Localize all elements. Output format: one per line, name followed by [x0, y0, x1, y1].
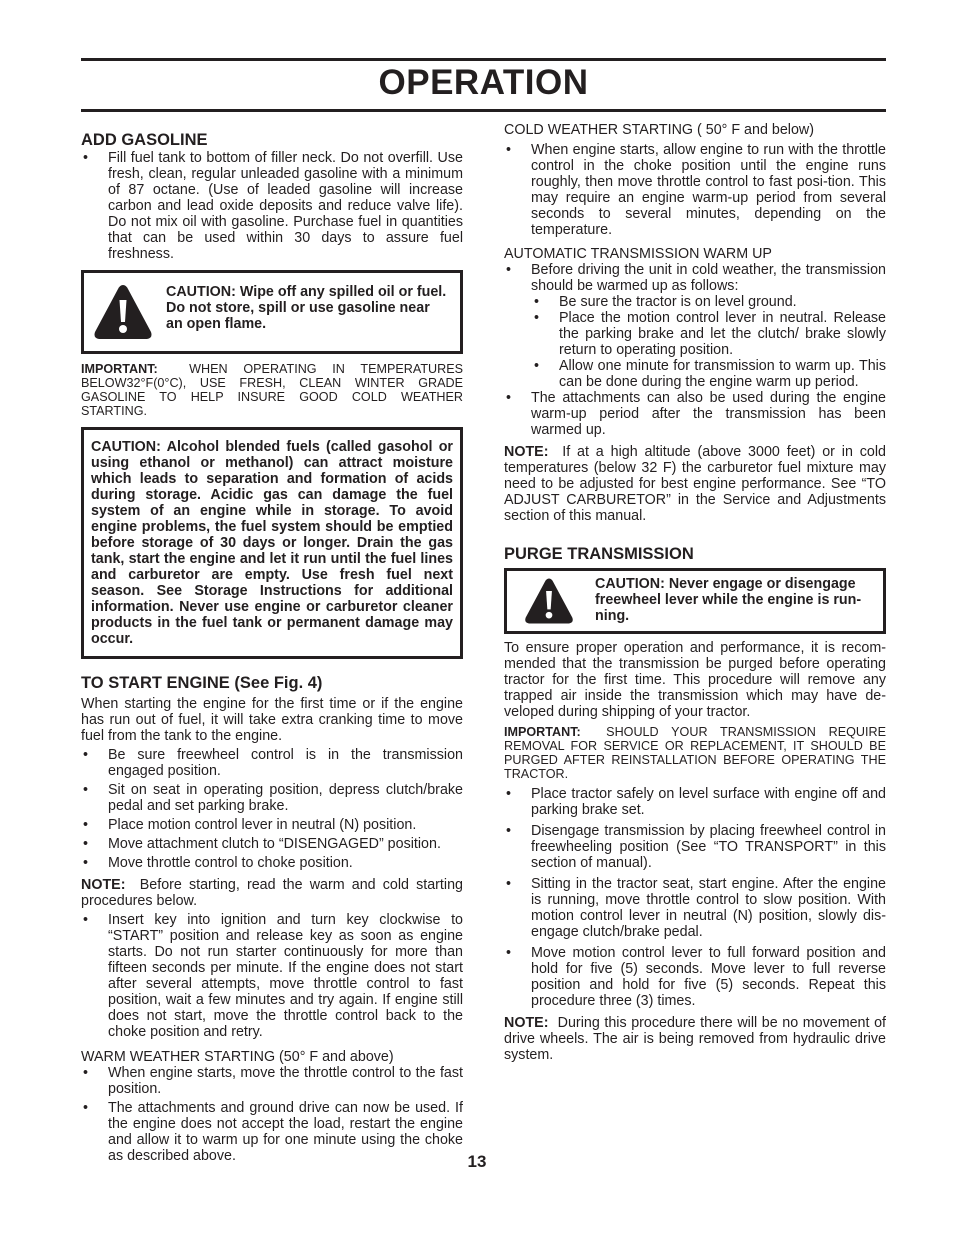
list-item: • Insert key into ignition and turn key clockwise to “START” position and release key as soon as engine starts. Do not run starter continuously for more than fifteen seconds per minute. If the engine does not start after several attempts, move throttle control to fast position, wait a few minutes and try again. If engine still does not start, move the throttle control back to the choke position and retry. — [81, 912, 463, 1040]
important-label: IMPORTANT: — [81, 362, 158, 376]
warm-weather-list — [81, 1065, 463, 1164]
list-item: • Before driving the unit in cold weather, the transmission should be warmed up as follows: — [504, 262, 886, 294]
note-label: NOTE: — [504, 1015, 549, 1031]
cold-weather-list — [504, 142, 886, 238]
add-gasoline-list — [81, 150, 463, 262]
warning-triangle-icon — [92, 282, 154, 342]
auto-transmission-heading: AUTOMATIC TRANSMISSION WARM UP — [504, 246, 772, 262]
purge-note — [504, 1015, 886, 1063]
alcohol-fuel-caution-box — [81, 427, 463, 659]
important-text: WHEN OPERATING IN TEMPERATURES BELOW32°F(0°C), USE FRESH, CLEAN WINTER GRADE GASOLINE TO HELP INSURE GOOD COLD WEATHER STARTING. — [81, 362, 464, 418]
list-item: • When engine starts, allow engine to run with the throttle control in the choke position until the engine runs roughly, then move throttle control to fast posi-tion. This may require an engine warm-up period from several seconds to several minutes, depending on the temperature. — [504, 142, 886, 238]
note-text: Before starting, read the warm and cold starting procedures below. — [81, 877, 463, 909]
note-text: During this procedure there will be no movement of drive wheels. The air is being removed from hydraulic drive system. — [504, 1015, 886, 1063]
list-item: • Place tractor safely on level surface with engine off and parking brake set. — [504, 786, 886, 818]
list-item: • The attachments and ground drive can now be used. If the engine does not accept the load, restart the engine and allow it to warm up for one minute using the choke as described above. — [81, 1100, 463, 1164]
page-title: OPERATION — [378, 63, 589, 102]
list-item: • Sit on seat in operating position, depress clutch/brake pedal and set parking brake. — [81, 782, 463, 814]
list-item: • Be sure the tractor is on level ground. — [532, 294, 886, 310]
list-item: • Place the motion control lever in neutral. Release the parking brake and let the clutch/ brake slowly return to operating position. — [532, 310, 886, 358]
list-item: • Place motion control lever in neutral (N) position. — [81, 817, 463, 833]
list-item: • The attachments can also be used during the engine warm-up period after the transmission has been warmed up. — [504, 390, 886, 438]
start-engine-list — [81, 747, 463, 871]
purge-steps-list — [504, 786, 886, 1009]
gasoline-caution-text: CAUTION: Wipe off any spilled oil or fuel. Do not store, spill or use gasoline near an open flame. — [166, 284, 447, 332]
freewheel-caution-text: CAUTION: Never engage or disengage freewheel lever while the engine is run-ning. — [595, 576, 862, 624]
warm-weather-heading: WARM WEATHER STARTING (50° F and above) — [81, 1049, 394, 1065]
list-item: • Sitting in the tractor seat, start engine. After the engine is running, move throttle control to slow position. With motion control lever in neutral (N) position, slowly dis-engage clutch/brake pedal. — [504, 876, 886, 940]
purge-transmission-heading: PURGE TRANSMISSION — [504, 545, 694, 563]
list-item: • Allow one minute for transmission to warm up. This can be done during the engine warm up period. — [532, 358, 886, 390]
left-column — [81, 122, 463, 1164]
list-item: • Move motion control lever to full forward position and hold for five (5) seconds. Move lever to full reverse position and hold for five (5) seconds. Repeat this procedure three (3) times. — [504, 945, 886, 1009]
auto-transmission-sublist — [504, 294, 886, 390]
freewheel-caution-box — [504, 568, 886, 634]
start-key-list — [81, 912, 463, 1040]
altitude-note — [504, 444, 886, 524]
cold-weather-heading: COLD WEATHER STARTING ( 50° F and below) — [504, 122, 814, 138]
list-item: • Be sure freewheel control is in the transmission engaged position. — [81, 747, 463, 779]
list-item: • Move throttle control to choke position. — [81, 855, 463, 871]
header-bottom-rule — [81, 109, 886, 112]
note-text: If at a high altitude (above 3000 feet) or in cold temperatures (below 32 F) the carburetor fuel mixture may need to be adjusted for best engine performance. See “TO ADJUST CARBURETOR” in the Service and Adjustments section of this manual. — [504, 444, 886, 524]
list-item: • Disengage transmission by placing freewheel control in freewheeling position (See “TO TRANSPORT” in this section of manual). — [504, 823, 886, 871]
start-engine-intro: When starting the engine for the first time or if the engine has run out of fuel, it will take extra cranking time to move fuel from the tank to the engine. — [81, 696, 463, 744]
right-column — [504, 122, 886, 1063]
add-gasoline-heading: ADD GASOLINE — [81, 131, 208, 149]
list-item: • Fill fuel tank to bottom of filler neck. Do not overfill. Use fresh, clean, regular unleaded gasoline with a minimum of 87 octane. (Use of leaded gasoline will increase carbon and lead oxide deposits and reduce valve life). Do not mix oil with gasoline. Purchase fuel in quantities that can be used within 30 days to assure fuel freshness. — [81, 150, 463, 262]
gasoline-caution-box — [81, 270, 463, 354]
list-item: • Move attachment clutch to “DISENGAGED” position. — [81, 836, 463, 852]
start-engine-heading: TO START ENGINE (See Fig. 4) — [81, 674, 323, 692]
auto-transmission-list — [504, 262, 886, 294]
important-label: IMPORTANT: — [504, 725, 581, 739]
purge-intro: To ensure proper operation and performance, it is recom-mended that the transmission be purged before operating tractor for the first time. This procedure will remove any trapped air inside the transmission which may have de-veloped during shipping of your tractor. — [504, 640, 886, 720]
list-item: • When engine starts, move the throttle control to the fast position. — [81, 1065, 463, 1097]
important-purge — [504, 725, 886, 781]
start-engine-note — [81, 877, 463, 909]
page-number: 13 — [467, 1152, 487, 1171]
note-label: NOTE: — [81, 877, 126, 893]
auto-transmission-list-2 — [504, 390, 886, 438]
important-winter-grade — [81, 362, 463, 418]
alcohol-caution-text: CAUTION: Alcohol blended fuels (called gasohol or using ethanol or methanol) can attract moisture which leads to separation and formation of acids during storage. Acidic gas can damage the fuel system of an engine while in storage. To avoid engine problems, the fuel system should be emptied before storage of 30 days or longer. Drain the gas tank, start the engine and let it run until the fuel lines and carburetor are empty. Use fresh fuel next season. See Storage Instructions for additional information. Never use engine or carburetor cleaner products in the fuel tank or permanent damage may occur. — [91, 439, 453, 647]
warning-triangle-icon — [521, 576, 577, 626]
note-label: NOTE: — [504, 444, 549, 460]
important-text: SHOULD YOUR TRANSMISSION REQUIRE REMOVAL FOR SERVICE OR REPLACEMENT, IT SHOULD BE PURGED AFTER REINSTALLATION BEFORE OPERATING THE TRACTOR. — [504, 725, 886, 781]
